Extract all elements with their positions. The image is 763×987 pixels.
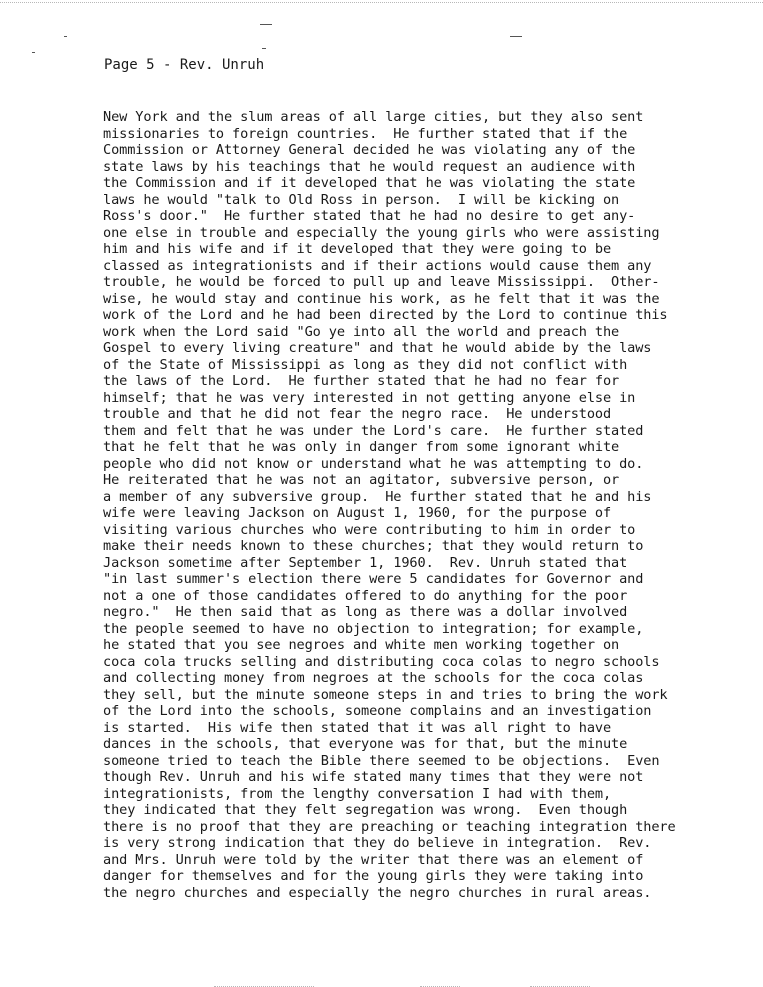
text-line: Jackson sometime after September 1, 1960. Rev. Unruh stated that <box>103 554 628 571</box>
text-line: not a one of those candidates offered to do anything for the poor <box>103 587 628 604</box>
scan-edge-mark-top <box>0 2 763 3</box>
text-line: one else in trouble and especially the young girls who were assisting <box>103 224 660 241</box>
text-line: and collecting money from negroes at the schools for the coca colas <box>103 670 644 686</box>
text-line: laws he would "talk to Old Ross in person. I will be kicking on <box>103 191 620 208</box>
text-line: them and felt that he was under the Lord's care. He further stated <box>103 422 644 439</box>
text-line: coca cola trucks selling and distributing coca colas to negro schools <box>103 653 660 670</box>
text-line: the people seemed to have no objection to integration; for example, <box>103 620 644 637</box>
text-line: integrationists, from the lengthy conversation I had with them, <box>103 785 612 802</box>
text-line: Gospel to every living creature" and that he would abide by the laws <box>103 340 652 356</box>
text-line: work when the Lord said "Go ye into all the world and preach the <box>103 323 620 340</box>
text-line: is very strong indication that they do believe in integration. Rev. <box>103 835 652 851</box>
text-line: negro." He then said that as long as there was a dollar involved <box>103 604 628 620</box>
text-line: classed as integrationists and if their actions would cause them any <box>103 257 652 274</box>
text-line: the laws of the Lord. He further stated that he had no fear for <box>103 373 620 389</box>
text-line: He reiterated that he was not an agitator, subversive person, or <box>103 472 620 488</box>
text-line: the negro churches and especially the negro churches in rural areas. <box>103 884 652 901</box>
text-line: work of the Lord and he had been directed by the Lord to continue this <box>103 307 668 323</box>
text-line: they sell, but the minute someone steps in and tries to bring the work <box>103 686 668 703</box>
text-line: visiting various churches who were contributing to him in order to <box>103 521 636 538</box>
text-line: the Commission and if it developed that he was violating the state <box>103 175 636 191</box>
text-line: he stated that you see negroes and white men working together on <box>103 637 620 653</box>
scan-speck <box>262 48 266 49</box>
text-line: Commission or Attorney General decided he was violating any of the <box>103 142 636 158</box>
text-line: of the Lord into the schools, someone complains and an investigation <box>103 703 652 719</box>
text-line: dances in the schools, that everyone was for that, but the minute <box>103 736 628 752</box>
text-line: people who did not know or understand what he was attempting to do. <box>103 455 644 472</box>
text-line: Ross's door." He further stated that he had no desire to get any- <box>103 208 636 224</box>
text-line: missionaries to foreign countries. He further stated that if the <box>103 125 628 142</box>
text-line: state laws by his teachings that he would request an audience with <box>103 158 636 175</box>
text-line: "in last summer's election there were 5 candidates for Governor and <box>103 571 644 587</box>
page-header: Page 5 - Rev. Unruh <box>104 57 265 73</box>
body-text <box>103 109 753 901</box>
text-line: New York and the slum areas of all large cities, but they also sent <box>103 109 644 125</box>
scan-speck <box>260 24 272 25</box>
text-line: wise, he would stay and continue his work, as he felt that it was the <box>103 290 660 307</box>
text-line: wife were leaving Jackson on August 1, 1960, for the purpose of <box>103 505 612 521</box>
scan-speck <box>64 36 67 37</box>
text-line: someone tried to teach the Bible there seemed to be objections. Even <box>103 752 660 769</box>
scan-speck <box>32 52 35 53</box>
text-line: they indicated that they felt segregation was wrong. Even though <box>103 802 628 818</box>
scan-speck <box>510 36 522 37</box>
text-line: and Mrs. Unruh were told by the writer that there was an element of <box>103 851 644 868</box>
text-line: there is no proof that they are preaching or teaching integration there <box>103 818 676 835</box>
text-line: danger for themselves and for the young girls they were taking into <box>103 868 644 884</box>
text-line: him and his wife and if it developed that they were going to be <box>103 241 612 257</box>
text-line: of the State of Mississippi as long as they did not conflict with <box>103 356 628 373</box>
text-line: though Rev. Unruh and his wife stated many times that they were not <box>103 769 644 785</box>
text-line: a member of any subversive group. He further stated that he and his <box>103 488 652 505</box>
text-line: himself; that he was very interested in not getting anyone else in <box>103 389 636 406</box>
text-line: trouble, he would be forced to pull up and leave Mississippi. Other- <box>103 274 660 290</box>
text-line: is started. His wife then stated that it was all right to have <box>103 719 612 736</box>
text-line: that he felt that he was only in danger from some ignorant white <box>103 439 620 455</box>
text-line: make their needs known to these churches; that they would return to <box>103 538 644 554</box>
text-line: trouble and that he did not fear the negro race. He understood <box>103 406 612 422</box>
